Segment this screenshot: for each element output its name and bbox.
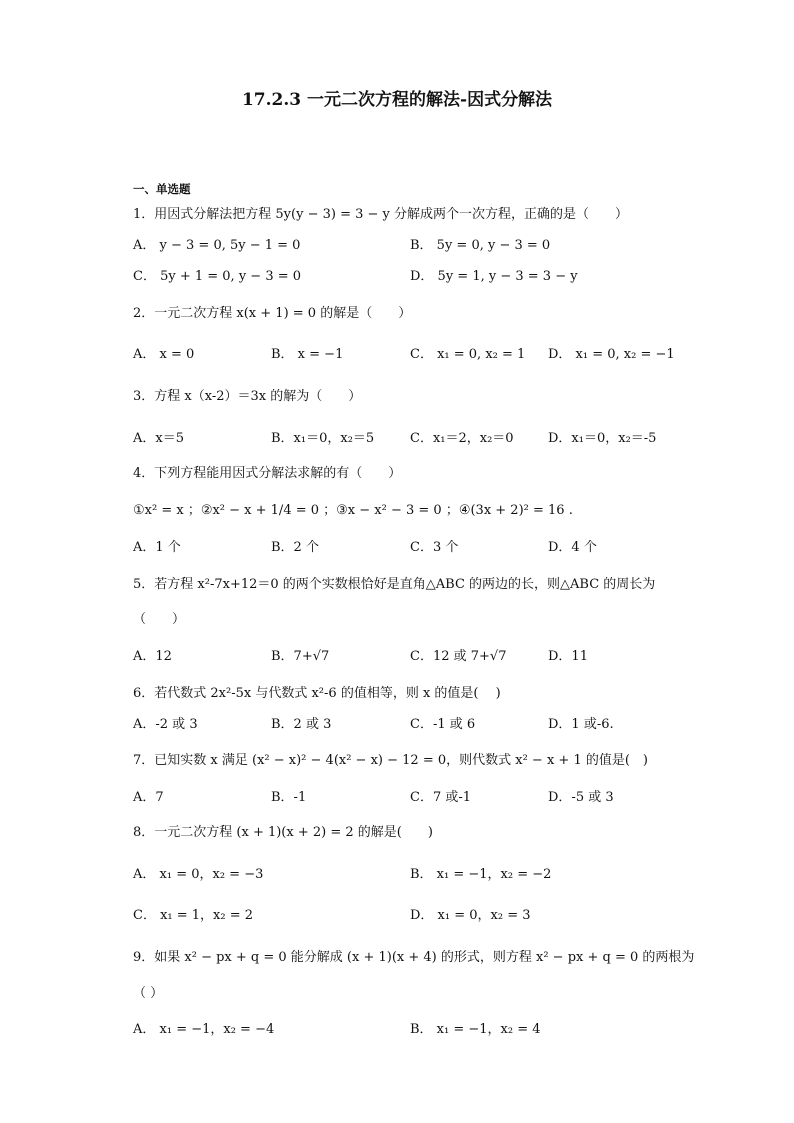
question-9-stem-line-2: （ ） [133, 986, 164, 1001]
question-3-stem: 3．方程 x（x-2）＝3x 的解为（ ） [133, 389, 362, 404]
question-6-option-c: C．-1 或 6 [410, 717, 476, 732]
question-4-option-c: C．3 个 [410, 540, 459, 555]
question-3-option-b: B．x₁＝0，x₂＝5 [271, 431, 375, 446]
question-4-option-b: B．2 个 [271, 540, 319, 555]
question-7-stem: 7．已知实数 x 满足 (x² − x)² − 4(x² − x) − 12 = 0，则代数式 x² − x + 1 的值是( ) [133, 753, 648, 768]
question-2-option-c: C． x₁ = 0, x₂ = 1 [410, 347, 526, 362]
question-7-option-c: C．7 或-1 [410, 790, 472, 805]
question-5-option-d: D．11 [548, 649, 588, 664]
question-3-option-a: A．x＝5 [133, 431, 184, 446]
question-2-option-d: D． x₁ = 0, x₂ = −1 [548, 347, 675, 362]
question-2-option-b: B． x = −1 [271, 347, 344, 362]
question-5-option-a: A．12 [133, 649, 172, 664]
question-7-option-d: D．-5 或 3 [548, 790, 614, 805]
section-heading: 一、单选题 [133, 182, 191, 196]
question-6-option-a: A．-2 或 3 [133, 717, 198, 732]
question-5-option-b: B．7+√7 [271, 649, 330, 664]
question-5-option-c: C．12 或 7+√7 [410, 649, 507, 664]
question-4-option-a: A．1 个 [133, 540, 181, 555]
question-1-option-a: A． y − 3 = 0, 5y − 1 = 0 [133, 238, 301, 253]
question-1-option-b: B． 5y = 0, y − 3 = 0 [410, 238, 551, 253]
question-6-option-d: D．1 或-6. [548, 717, 614, 732]
question-8-option-c: C． x₁ = 1，x₂ = 2 [133, 908, 254, 923]
question-4-option-d: D．4 个 [548, 540, 597, 555]
question-7-option-b: B．-1 [271, 790, 307, 805]
question-2-option-a: A． x = 0 [133, 347, 195, 362]
question-1-stem: 1．用因式分解法把方程 5y(y − 3) = 3 − y 分解成两个一次方程，正确的是（ ） [133, 207, 628, 222]
question-1-option-c: C． 5y + 1 = 0, y − 3 = 0 [133, 269, 302, 284]
question-2-stem: 2．一元二次方程 x(x + 1) = 0 的解是（ ） [133, 306, 412, 321]
question-8-option-b: B． x₁ = −1，x₂ = −2 [410, 867, 552, 882]
question-8-option-a: A． x₁ = 0，x₂ = −3 [133, 867, 264, 882]
question-8-stem: 8．一元二次方程 (x + 1)(x + 2) = 2 的解是( ) [133, 825, 433, 840]
question-9-option-b: B． x₁ = −1，x₂ = 4 [410, 1022, 541, 1037]
question-3-option-d: D．x₁＝0，x₂＝-5 [548, 431, 657, 446]
question-5-stem: 5．若方程 x²-7x+12＝0 的两个实数根恰好是直角△ABC 的两边的长，则△ABC 的周长为 [133, 577, 656, 592]
question-7-option-a: A．7 [133, 790, 164, 805]
question-5-stem-line-2: （ ） [133, 612, 186, 627]
page-title: 17.2.3 一元二次方程的解法-因式分解法 [241, 90, 553, 110]
question-3-option-c: C．x₁＝2，x₂＝0 [410, 431, 514, 446]
question-6-option-b: B．2 或 3 [271, 717, 332, 732]
question-6-stem: 6．若代数式 2x²-5x 与代数式 x²-6 的值相等，则 x 的值是( ) [133, 686, 501, 701]
question-4-equation-list: ①x² = x ；②x² − x + 1/4 = 0 ；③x − x² − 3 = 0 ；④(3x + 2)² = 16 . [133, 503, 573, 518]
question-9-option-a: A． x₁ = −1，x₂ = −4 [133, 1022, 275, 1037]
question-4-stem: 4．下列方程能用因式分解法求解的有（ ） [133, 466, 402, 481]
question-9-stem: 9．如果 x² − px + q = 0 能分解成 (x + 1)(x + 4) 的形式，则方程 x² − px + q = 0 的两根为 [133, 950, 695, 965]
question-8-option-d: D． x₁ = 0，x₂ = 3 [410, 908, 531, 923]
question-1-option-d: D． 5y = 1, y − 3 = 3 − y [410, 269, 578, 284]
